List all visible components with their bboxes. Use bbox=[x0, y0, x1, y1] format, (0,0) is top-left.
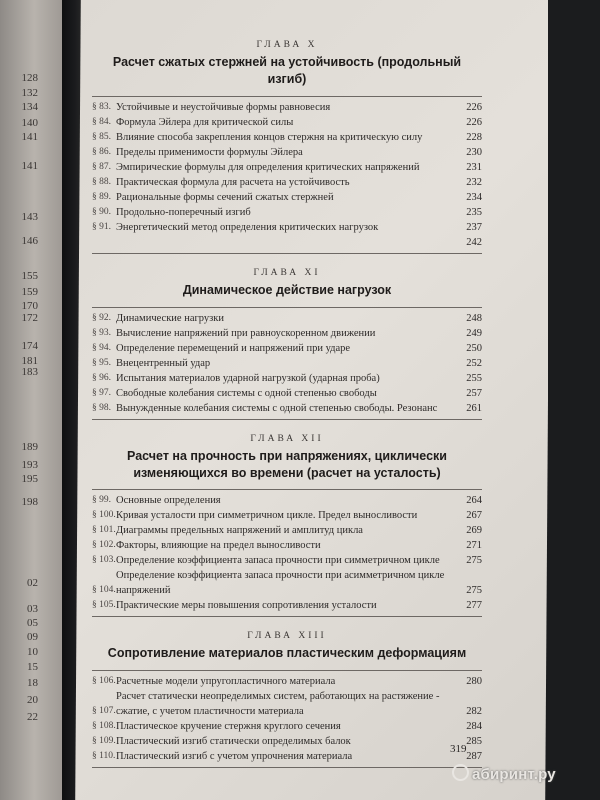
toc-section-number: § 100. bbox=[92, 510, 116, 521]
left-page-number: 05 bbox=[27, 617, 38, 629]
chapter-section bbox=[92, 631, 482, 782]
chapter-title: Расчет сжатых стержней на устойчивость (продольный изгиб) bbox=[112, 55, 462, 86]
toc-entry-title: Пластическое кручение стержня круглого сечения bbox=[116, 721, 341, 733]
toc-entry bbox=[92, 130, 482, 145]
toc-page-number: 228 bbox=[466, 131, 482, 143]
toc-section-number: § 92. bbox=[92, 312, 111, 323]
left-page-number: 140 bbox=[21, 117, 38, 129]
left-page-numbers bbox=[0, 0, 62, 800]
toc-section-number: § 83. bbox=[92, 101, 111, 112]
toc-section-number: § 96. bbox=[92, 372, 111, 383]
toc-entry bbox=[92, 508, 482, 523]
toc-page-number: 232 bbox=[466, 176, 482, 188]
left-page-number: 159 bbox=[21, 286, 38, 298]
toc-entry-title: Основные определения bbox=[116, 495, 221, 507]
chapter-section bbox=[92, 268, 482, 434]
toc-section-number: § 86. bbox=[92, 146, 111, 157]
chapter-section bbox=[92, 40, 482, 268]
toc-list bbox=[92, 96, 482, 254]
toc-entry-title: Определение коэффициента запаса прочности при симметричном цикле bbox=[116, 555, 440, 567]
left-page-number: 141 bbox=[21, 160, 38, 172]
toc-entry-title: Рациональные формы сечений сжатых стержней bbox=[116, 191, 334, 203]
toc-section-number: § 95. bbox=[92, 357, 111, 368]
toc-section-number: § 87. bbox=[92, 161, 111, 172]
toc-section-number: § 90. bbox=[92, 206, 111, 217]
toc-page-number: 250 bbox=[466, 342, 482, 354]
toc-page-number: 257 bbox=[466, 387, 482, 399]
toc-entry bbox=[92, 719, 482, 734]
toc-section-number: § 97. bbox=[92, 387, 111, 398]
toc-entry-title: Практические меры повышения сопротивления усталости bbox=[116, 600, 377, 612]
toc-entry-title: Формула Эйлера для критической силы bbox=[116, 116, 294, 128]
toc-entry bbox=[92, 160, 482, 175]
toc-section-number: § 108. bbox=[92, 721, 116, 732]
toc-entry-title: Пластический изгиб статически определимых балок bbox=[116, 736, 351, 748]
toc-section-number: § 101. bbox=[92, 525, 116, 536]
chapter-section bbox=[92, 434, 482, 632]
toc-section-number: § 91. bbox=[92, 221, 111, 232]
chapter-title: Динамическое действие нагрузок bbox=[182, 282, 392, 297]
toc-entry-title: Практическая формула для расчета на устойчивость bbox=[116, 176, 350, 188]
left-page-number: 141 bbox=[21, 131, 38, 143]
toc-entry-title: Вынужденные колебания системы с одной степенью свободы. Резонанс bbox=[116, 402, 438, 414]
toc-entry-title: Вычисление напряжений при равноускоренном движении bbox=[116, 327, 376, 339]
toc-entry-title: Пластический изгиб с учетом упрочнения материала bbox=[116, 751, 353, 763]
left-page-number: 146 bbox=[21, 235, 38, 247]
toc-page-number: 280 bbox=[466, 676, 482, 688]
chapter-label: ГЛАВА XIII bbox=[247, 631, 327, 642]
toc-section-number: § 106. bbox=[92, 676, 116, 687]
toc-entry bbox=[92, 689, 482, 719]
toc-entry bbox=[92, 568, 482, 598]
toc-entry bbox=[92, 401, 482, 416]
toc-page-number: 282 bbox=[466, 706, 482, 718]
left-page-number: 09 bbox=[27, 631, 38, 643]
left-page-number: 198 bbox=[21, 496, 38, 508]
toc-entry bbox=[92, 205, 482, 220]
background-edge bbox=[548, 0, 600, 800]
left-page-number: 189 bbox=[21, 441, 38, 453]
toc-section-number: § 84. bbox=[92, 116, 111, 127]
toc-section-number: § 85. bbox=[92, 131, 111, 142]
chapter-title: Расчет на прочность при напряжениях, циклически изменяющихся во времени (расчет на усталость) bbox=[127, 448, 447, 480]
toc-entry bbox=[92, 493, 482, 508]
toc-entry bbox=[92, 538, 482, 553]
toc-entry-title: Динамические нагрузки bbox=[116, 312, 225, 324]
toc-list bbox=[92, 307, 482, 420]
left-page-number: 143 bbox=[21, 211, 38, 223]
watermark bbox=[452, 764, 556, 783]
toc-entry-title: Определение коэффициента запаса прочности при асимметричном цикле напряжений bbox=[116, 570, 445, 597]
toc-page-number: 264 bbox=[466, 495, 482, 507]
left-page-number: 174 bbox=[21, 340, 38, 352]
toc-entry bbox=[92, 356, 482, 371]
toc-page-number: 255 bbox=[466, 372, 482, 384]
chapter-label: ГЛАВА XI bbox=[253, 267, 321, 278]
toc-page-number: 234 bbox=[466, 191, 482, 203]
toc-section-number: § 107. bbox=[92, 706, 116, 717]
toc-page-number: 226 bbox=[466, 116, 482, 128]
left-page-number: 193 bbox=[21, 459, 38, 471]
toc-page-number: 237 bbox=[466, 221, 482, 233]
toc-page-number: 230 bbox=[466, 146, 482, 158]
toc-entry-title: Продольно-поперечный изгиб bbox=[116, 206, 251, 218]
left-page-number: 183 bbox=[21, 366, 38, 378]
left-page-number: 18 bbox=[27, 677, 38, 689]
toc-entry bbox=[92, 145, 482, 160]
toc-section-number: § 93. bbox=[92, 327, 111, 338]
toc-section-number: § 94. bbox=[92, 342, 111, 353]
toc-entry bbox=[92, 100, 482, 115]
toc-entry-title: Испытания материалов ударной нагрузкой (ударная проба) bbox=[116, 372, 380, 384]
toc-entry-title: Влияние способа закрепления концов стержня на критическую силу bbox=[116, 131, 423, 143]
toc-entry bbox=[92, 235, 482, 250]
chapter-label: ГЛАВА XII bbox=[250, 433, 324, 444]
left-page-number: 02 bbox=[27, 577, 38, 589]
toc-section-number: § 105. bbox=[92, 600, 116, 611]
toc-page-number: 277 bbox=[466, 600, 482, 612]
toc-page-number: 275 bbox=[466, 585, 482, 597]
toc-entry-title: Кривая усталости при симметричном цикле. Предел выносливости bbox=[116, 510, 418, 522]
toc-page-number: 284 bbox=[466, 721, 482, 733]
toc-entry bbox=[92, 341, 482, 356]
toc-entry bbox=[92, 326, 482, 341]
toc-section-number: § 110. bbox=[92, 751, 116, 762]
toc-section-number: § 104. bbox=[92, 585, 116, 596]
toc-entry-title: Энергетический метод определения критических нагрузок bbox=[116, 221, 379, 233]
left-page-number: 172 bbox=[21, 312, 38, 324]
left-page-number: 128 bbox=[21, 72, 38, 84]
left-page-number: 134 bbox=[21, 101, 38, 113]
toc-page-number: 271 bbox=[466, 540, 482, 552]
toc-section-number: § 88. bbox=[92, 176, 111, 187]
left-page-number: 03 bbox=[27, 603, 38, 615]
toc-section-number: § 99. bbox=[92, 495, 111, 506]
toc-section-number: § 102. bbox=[92, 540, 116, 551]
page-number: 319 bbox=[450, 743, 467, 755]
toc-section-number: § 109. bbox=[92, 736, 116, 747]
toc-entry-title: Пределы применимости формулы Эйлера bbox=[116, 146, 303, 158]
left-page-number: 15 bbox=[27, 661, 38, 673]
toc-entry bbox=[92, 674, 482, 689]
toc-entry bbox=[92, 749, 482, 764]
toc-entry-title: Расчет статически неопределимых систем, работающих на растяжение - сжатие, с учетом пластичности материала bbox=[116, 691, 440, 718]
toc-entry bbox=[92, 734, 482, 749]
left-page-number: 20 bbox=[27, 694, 38, 706]
toc-page-number: 267 bbox=[466, 510, 482, 522]
left-page-number: 22 bbox=[27, 711, 38, 723]
toc-entry-title: Эмпирические формулы для определения критических напряжений bbox=[116, 161, 420, 173]
toc-section-number: § 103. bbox=[92, 555, 116, 566]
toc-page-number: 287 bbox=[466, 751, 482, 763]
toc-page-number: 285 bbox=[466, 736, 482, 748]
left-page-number: 10 bbox=[27, 646, 38, 658]
toc-entry-title: Диаграммы предельных напряжений и амплитуд цикла bbox=[116, 525, 363, 537]
toc-page-number: 235 bbox=[466, 206, 482, 218]
toc-page-number: 248 bbox=[466, 312, 482, 324]
toc-entry bbox=[92, 386, 482, 401]
toc-entry-title: Устойчивые и неустойчивые формы равновесия bbox=[116, 101, 331, 113]
toc-section-number: § 89. bbox=[92, 191, 111, 202]
toc-page-number: 252 bbox=[466, 357, 482, 369]
toc-entry bbox=[92, 371, 482, 386]
left-page-number: 132 bbox=[21, 87, 38, 99]
left-page-number: 181 bbox=[21, 355, 38, 367]
left-page-number: 155 bbox=[21, 270, 38, 282]
table-of-contents bbox=[92, 40, 482, 782]
toc-page-number: 269 bbox=[466, 525, 482, 537]
toc-page-number: 261 bbox=[466, 402, 482, 414]
toc-entry-title: Расчетные модели упругопластичного материала bbox=[116, 676, 336, 688]
toc-entry bbox=[92, 311, 482, 326]
toc-entry bbox=[92, 598, 482, 613]
toc-entry-title: Свободные колебания системы с одной степенью свободы bbox=[116, 387, 377, 399]
toc-page-number: 231 bbox=[466, 161, 482, 173]
toc-entry bbox=[92, 115, 482, 130]
toc-list bbox=[92, 670, 482, 768]
toc-entry bbox=[92, 220, 482, 235]
toc-entry bbox=[92, 190, 482, 205]
chapter-title: Сопротивление материалов пластическим деформациям bbox=[107, 646, 467, 661]
toc-page-number: 226 bbox=[466, 101, 482, 113]
chapter-label: ГЛАВА X bbox=[256, 40, 318, 50]
labyrinth-logo-icon bbox=[452, 764, 469, 781]
toc-entry bbox=[92, 175, 482, 190]
toc-entry bbox=[92, 523, 482, 538]
toc-entry-title: Внецентренный удар bbox=[116, 357, 211, 369]
watermark-text: абиринт.ру bbox=[472, 766, 556, 783]
toc-page-number: 249 bbox=[466, 327, 482, 339]
toc-entry-title: Определение перемещений и напряжений при ударе bbox=[116, 342, 351, 354]
toc-entry bbox=[92, 553, 482, 568]
toc-page-number: 275 bbox=[466, 555, 482, 567]
toc-section-number: § 98. bbox=[92, 402, 111, 413]
toc-list bbox=[92, 489, 482, 617]
left-page-number: 170 bbox=[21, 300, 38, 312]
toc-page-number: 242 bbox=[466, 236, 482, 248]
left-page-number: 195 bbox=[21, 473, 38, 485]
toc-entry-title: Факторы, влияющие на предел выносливости bbox=[116, 540, 321, 552]
